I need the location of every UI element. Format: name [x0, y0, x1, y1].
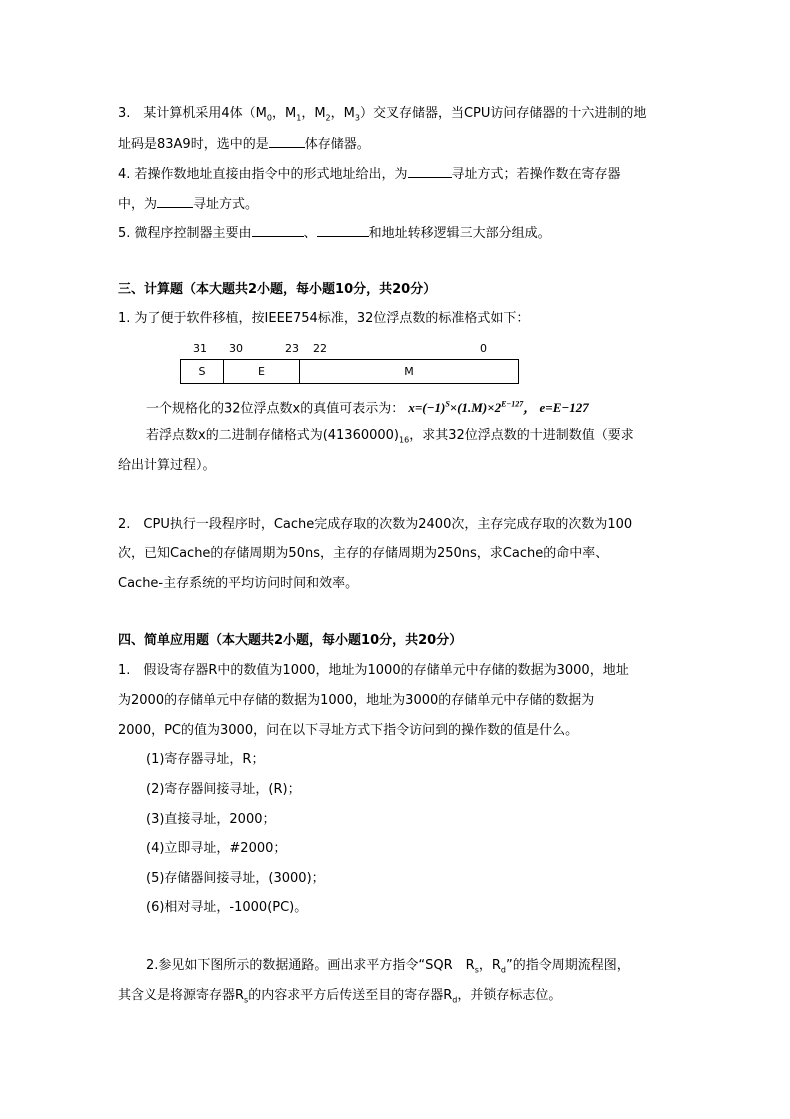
ieee754-format-table: [180, 359, 519, 384]
list-item: (3)直接寻址，2000；: [146, 812, 276, 827]
list-item: (1)寄存器寻址，R；: [146, 752, 265, 767]
list-item: (2)寄存器间接寻址，(R)；: [146, 782, 301, 797]
sec3-q2-line2: 次，已知Cache的存储周期为50ns，主存的存储周期为250ns，求Cache的命中率、: [118, 546, 609, 561]
sec4-q1-line3: 2000，PC的值为3000，问在以下寻址方式下指令访问到的操作数的值是什么。: [118, 723, 579, 738]
list-item: (5)存储器间接寻址，(3000)；: [146, 871, 325, 886]
section-4-heading: 四、简单应用题（本大题共2小题，每小题10分，共20分）: [118, 633, 463, 648]
sec3-q1-ask2: 给出计算过程）。: [118, 458, 216, 473]
section-3-heading: 三、计算题（本大题共2小题，每小题10分，共20分）: [118, 282, 437, 297]
formula-line: 一个规格化的32位浮点数x的真值可表示为： $x=(-1)^S\times(1.M)\times 2^{E-127}$， e=E−127: [146, 400, 589, 417]
sec4-q1-line1: 1. 假设寄存器R中的数值为1000，地址为1000的存储单元中存储的数据为3000，地址: [118, 663, 629, 678]
sec4-q1-line2: 为2000的存储单元中存储的数据为1000，地址为3000的存储单元中存储的数据为: [118, 693, 595, 708]
sec3-q1-intro: 1. 为了便于软件移植，按IEEE754标准，32位浮点数的标准格式如下：: [118, 311, 530, 326]
q3-line2: 址码是83A9时，选中的是 体存储器。: [118, 137, 370, 152]
bit-label: 31: [193, 342, 207, 355]
sec3-q1-ask: 若浮点数x的二进制存储格式为$(41360000)_{16}$，求其32位浮点数的十进制数值（要求: [146, 428, 634, 445]
sec3-q2-line3: Cache-主存系统的平均访问时间和效率。: [118, 576, 359, 591]
sec4-q2-line1: 2.参见如下图所示的数据通路。画出求平方指令“SQR $R_s$，$R_d$”的指令周期流程图，: [146, 958, 630, 975]
formula: $x=(-1)^S\times(1.M)\times 2^{E-127}$， e=E−127: [408, 400, 589, 416]
bit-label: 0: [480, 342, 487, 355]
answer-blank: [317, 224, 369, 237]
bit-label: 30: [229, 342, 243, 355]
q4-line1: 4. 若操作数地址直接由指令中的形式地址给出，为 寻址方式；若操作数在寄存器: [118, 167, 621, 182]
answer-blank: [252, 224, 304, 237]
field-exponent: E: [224, 360, 300, 383]
list-item: (4)立即寻址，#2000；: [146, 841, 287, 856]
q5-line: 5. 微程序控制器主要由 、 和地址转移逻辑三大部分组成。: [118, 226, 551, 241]
field-mantissa: M: [404, 365, 414, 378]
answer-blank: [269, 135, 305, 148]
list-item: (6)相对寻址，-1000(PC)。: [146, 900, 308, 915]
field-sign: S: [181, 360, 224, 383]
bit-label: 23: [285, 342, 299, 355]
q4-line2: 中，为 寻址方式。: [118, 197, 259, 212]
sec4-q2-line2: 其含义是将源寄存器$R_s$的内容求平方后传送至目的寄存器$R_d$，并锁存标志位。: [118, 988, 562, 1005]
answer-blank: [408, 165, 452, 178]
q3-line1: 3. 某计算机采用4体（$M_0$，$M_1$，$M_2$，$M_3$）交叉存储器，当CPU访问存储器的十六进制的地: [118, 106, 647, 123]
bit-label: 22: [313, 342, 327, 355]
sec3-q2-line1: 2. CPU执行一段程序时，Cache完成存取的次数为2400次，主存完成存取的次数为100: [118, 517, 633, 532]
answer-blank: [157, 195, 193, 208]
